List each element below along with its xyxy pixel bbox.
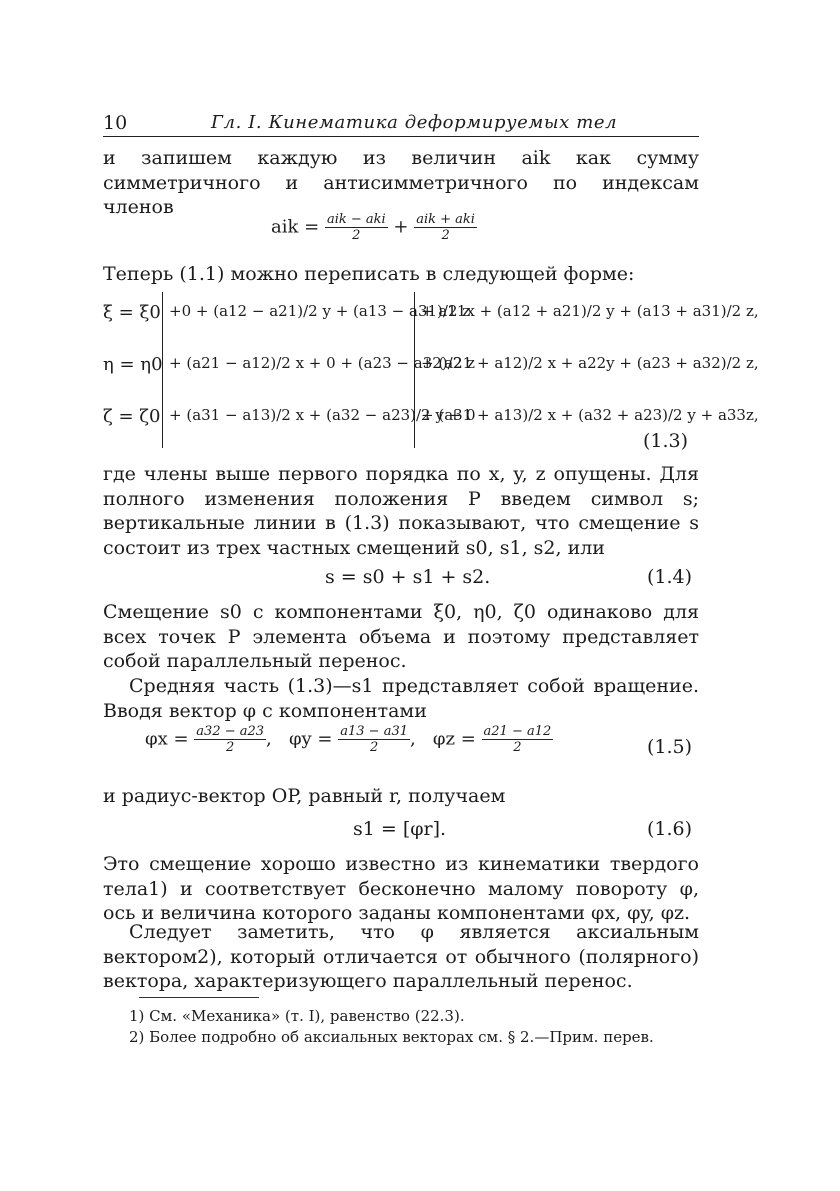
- frac-den: 2: [369, 740, 379, 755]
- system-row-2-right: + (a21 + a12)/2 x + a22y + (a23 + a32)/2 z,: [421, 354, 759, 372]
- equation-label-1-5: (1.5): [647, 736, 693, 758]
- frac-num: a32 − a23: [196, 724, 265, 739]
- phi-y-lhs: φy =: [288, 728, 333, 750]
- frac-num: aik + aki: [416, 212, 475, 227]
- equation-1-6: s1 = [φr].: [353, 818, 447, 840]
- frac-den: 2: [513, 740, 522, 755]
- phi-z-lhs: φz =: [432, 728, 476, 750]
- equation-aik: [271, 212, 477, 243]
- paragraph-4: Смещение s0 с компонентами ξ0, η0, ζ0 одинаково для всех точек P элемента объема и поэтому представляет собой параллельный перенос.: [103, 601, 699, 673]
- phi-z-frac: [482, 724, 554, 755]
- phi-x-frac: [194, 724, 266, 755]
- system-row-1-mid: +0 + (a12 − a21)/2 y + (a13 − a31)/2 z: [169, 302, 471, 320]
- footnote-separator: [139, 997, 259, 998]
- phi-y-frac: [338, 724, 410, 755]
- system-row-3-lhs: ζ = ζ0: [103, 406, 161, 427]
- page-number: 10: [103, 112, 128, 134]
- paragraph-3: где члены выше первого порядка по x, y, z опущены. Для полного изменения положения P введем символ s; вертикальные линии в (1.3) показывают, что смещение s состоит из трех частных смещений s0, s1, s2, или: [103, 463, 699, 559]
- system-row-1-right: + a11x + (a12 + a21)/2 y + (a13 + a31)/2 z,: [421, 302, 759, 320]
- phi-x-lhs: φx =: [145, 728, 189, 750]
- paragraph-5: Средняя часть (1.3)—s1 представляет собой вращение. Вводя вектор φ с компонентами: [103, 675, 699, 722]
- running-header: [103, 112, 699, 137]
- equation-1-5: φx = $\frac{a32 - a23}{2}$ , φy = $\frac{a13 - a31}{2}$ , φz = $\frac{a21 - a12}{2}$: [145, 724, 552, 755]
- frac-den: 2: [441, 228, 450, 243]
- frac-num: a21 − a12: [483, 724, 552, 739]
- eq-aik-plus: +: [393, 216, 409, 238]
- running-title: Гл. I. Кинематика деформируемых тел: [211, 112, 618, 133]
- paragraph-6: и радиус-вектор OP, равный r, получаем: [103, 785, 506, 807]
- equation-label-1-4: (1.4): [647, 566, 693, 588]
- frac-num: a13 − a31: [340, 724, 408, 739]
- frac-den: 2: [352, 228, 361, 243]
- eq-aik-frac1: [325, 212, 388, 243]
- system-row-3-right: + (a31 + a13)/2 x + (a32 + a23)/2 y + a33z,: [421, 406, 759, 424]
- equation-label-1-3: (1.3): [643, 430, 689, 452]
- footnote-1: 1) См. «Механика» (т. I), равенство (22.3).: [129, 1007, 465, 1025]
- frac-den: 2: [226, 740, 235, 755]
- system-row-1-lhs: ξ = ξ0: [103, 302, 161, 323]
- system-row-2-mid: + (a21 − a12)/2 x + 0 + (a23 − a32)/2 z: [169, 354, 475, 372]
- paragraph-7: Это смещение хорошо известно из кинематики твердого тела1) и соответствует бесконечно малому повороту φ, ось и величина которого заданы компонентами φx, φy, φz.: [103, 853, 699, 925]
- paragraph-2: Теперь (1.1) можно переписать в следующей форме:: [103, 263, 635, 285]
- equation-1-4: s = s0 + s1 + s2.: [325, 566, 491, 588]
- frac-num: aik − aki: [326, 212, 386, 227]
- eq-aik-lhs: aik =: [271, 216, 320, 238]
- paragraph-8: Следует заметить, что φ является аксиальным вектором2), который отличается от обычного (полярного) вектора, характеризующего параллельный перенос.: [103, 921, 699, 993]
- equation-label-1-6: (1.6): [647, 818, 693, 840]
- eq-aik-frac2: [414, 212, 477, 243]
- paragraph-1: и запишем каждую из величин aik как сумму симметричного и антисимметричного по индексам членов: [103, 147, 699, 219]
- footnote-2: 2) Более подробно об аксиальных векторах см. § 2.—Прим. перев.: [129, 1028, 654, 1046]
- system-row-3-mid: + (a31 − a13)/2 x + (a32 − a23)/2 y + 0: [169, 406, 476, 424]
- system-row-2-lhs: η = η0: [103, 354, 163, 375]
